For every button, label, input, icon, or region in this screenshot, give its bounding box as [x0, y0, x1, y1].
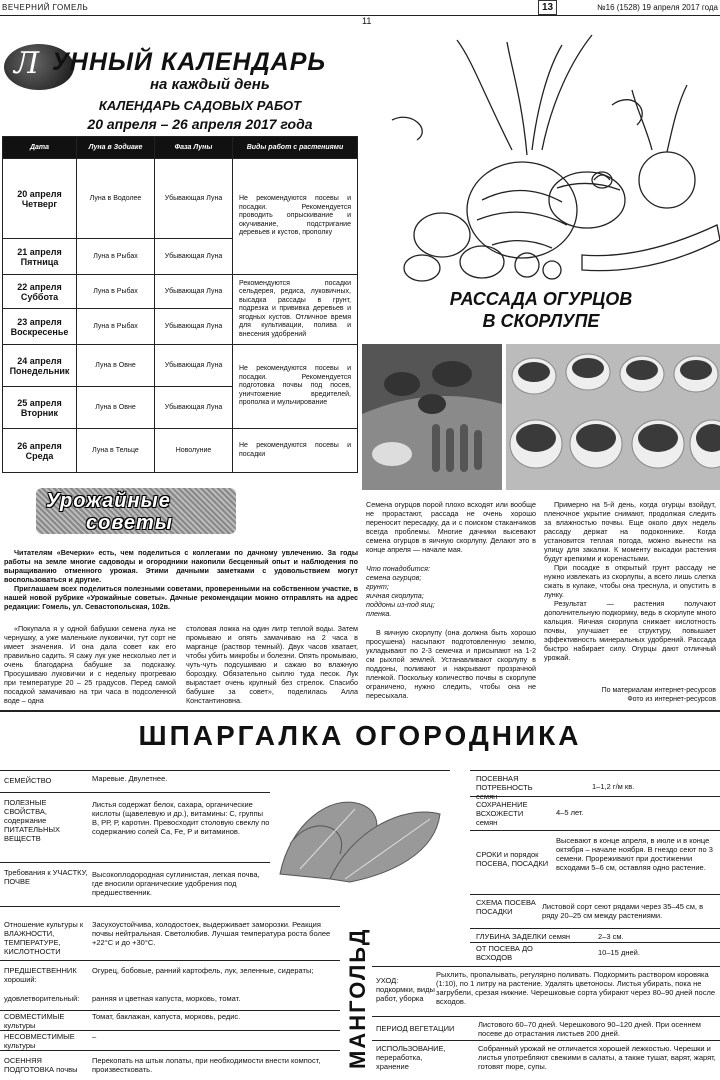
row-phase: Убывающая Луна — [155, 239, 233, 275]
cheat-value: Засухоустойчива, холодостоек, выдерживает заморозки. Реакция почвы нейтральная. Светолюбив. Лучшая температура роста более +22°С и до +30°С. — [92, 920, 331, 947]
calendar-subtitle: на каждый день — [150, 76, 270, 93]
needed-item: семена огурцов; — [366, 573, 422, 582]
needed-item: грунт; — [366, 582, 389, 591]
photo-source: Фото из интернет-ресурсов — [627, 696, 716, 703]
cheat-value: – — [92, 1032, 97, 1041]
cheat-value: Листья содержат белок, сахара, органические кислоты (щавелевую и др.), витамины: С, группы В, РР, Р, каротин. Превосходит столовую свеклу по содержанию солей Са, Fe, Р и витаминов. — [92, 800, 270, 836]
cheat-label: ИСПОЛЬЗОВАНИЕ, переработка, хранение — [376, 1044, 446, 1071]
col-works: Виды работ с растениями — [233, 137, 358, 159]
needed-heading: Что понадобится: — [366, 564, 430, 573]
cheat-label: ОСЕННЯЯ ПОДГОТОВКА почвы — [4, 1056, 78, 1074]
row-zodiac: Луна в Овне — [77, 345, 155, 387]
lunar-calendar-banner — [0, 40, 360, 96]
cucumber-col-2 — [544, 500, 716, 662]
source-text: По материалам интернет-ресурсов — [601, 687, 716, 694]
cheat-label: СХЕМА ПОСЕВА ПОСАДКИ — [476, 898, 536, 916]
needed-item: поддоны из-под яиц; — [366, 600, 435, 609]
row-day: Среда — [25, 450, 54, 461]
row-day: Вторник — [20, 407, 59, 418]
row-day: Суббота — [20, 291, 59, 302]
cheat-label: НЕСОВМЕСТИМЫЕ культуры — [4, 1032, 75, 1050]
cheat-value: Томат, баклажан, капуста, морковь, редис. — [92, 1012, 241, 1021]
cheat-label: УХОД: подкормки, виды работ, уборка — [376, 976, 435, 1003]
cucumber-intro: Семена огурцов порой плохо всходят или вообще не прорастают, рассада не очень хорошо переносит пересадку, да и с поиском стаканчиков всегда проблемы. Многие дачники высевают семена огурцов в яичную скорлупу. Делают это в конце апреля — начале мая. — [366, 500, 536, 554]
advice-text: столовая ложка на один литр теплой воды. Затем промываю и опять замачиваю на 2 часа в марганце (раствор темный). Двух часов хватает, чтобы убить микробы и болезни. Опять промываю, чуть-чуть подсушиваю и сажаю во влажную бороздку. Обязательно сыплю туда песок. Лук вырастает очень крупный без стрелок. Спасибо бабушке за совет», поделилась Алла Константиновна. — [186, 624, 358, 705]
row-works: Рекомендуются посадки сельдерея, редиса, луковичных, высадка рассады в грунт, подрезка и прививка деревьев и ягодных кустов. Отличное время для культивации, полива и внесения удобрений — [233, 275, 358, 345]
col-phase: Фаза Луны — [155, 137, 233, 159]
cheat-value: Листовой сорт сеют рядами через 35–45 см, в ряду 20–25 см между растениями. — [542, 902, 704, 920]
cheat-value: Собранный урожай не отличается хорошей лежкостью. Черешки и листья употребляют свежими в салаты, а также тушат, варят, жарят, готовят пюре, супы. — [478, 1044, 716, 1071]
lunar-calendar-table — [2, 136, 358, 473]
cheat-label: СРОКИ и порядок ПОСЕВА, ПОСАДКИ — [476, 850, 549, 868]
egg-shell-photo — [506, 344, 720, 490]
row-phase: Убывающая Луна — [155, 159, 233, 239]
cucumber-title-line2: В СКОРЛУПЕ — [482, 311, 600, 331]
row-day: Пятница — [20, 256, 59, 267]
advice-intro-text: Читателям «Вечерки» есть, чем поделиться с коллегами по дачному увлечению. За годы работы на земле многие садоводы и огородники накопили бесценный опыт и наблюдения по выращиванию отменного урожая. Этими дачными заметками с удовольствием могут воспользоваться и другие. — [4, 548, 358, 584]
sources — [560, 686, 716, 704]
cheat-label: ПРЕДШЕСТВЕННИК хороший: — [4, 966, 77, 984]
cheat-label: Требования к УЧАСТКУ, ПОЧВЕ — [4, 868, 88, 886]
needed-item: яичная скорлупа; — [366, 591, 424, 600]
row-date: 21 апреля — [17, 246, 62, 257]
vegetables-illustration — [362, 30, 720, 292]
row-phase: Убывающая Луна — [155, 345, 233, 387]
cheat-label: ОТ ПОСЕВА ДО ВСХОДОВ — [476, 944, 533, 962]
cheat-label: удовлетворительный: — [4, 994, 80, 1003]
row-date: 22 апреля — [17, 281, 62, 292]
calendar-dates: 20 апреля – 26 апреля 2017 года — [87, 116, 313, 132]
row-date: 24 апреля — [17, 355, 62, 366]
row-date: 23 апреля — [17, 316, 62, 327]
page-header — [0, 0, 720, 26]
advice-banner — [0, 486, 280, 538]
cheat-label: ГЛУБИНА ЗАДЕЛКИ семян — [476, 932, 571, 941]
cheat-label: ПЕРИОД ВЕГЕТАЦИИ — [376, 1024, 455, 1033]
cucumber-care: Примерно на 5-й день, когда огурцы взойдут, пленочное укрытие снимают, продолжая следить за влажностью почвы. Еще около двух недель рассаду держат на подоконнике. Когда установится теплая погода, можно вынести на улицу для закалки. К моменту высадки растения будут крепкими и коренастыми. — [544, 500, 716, 563]
row-zodiac: Луна в Рыбах — [77, 275, 155, 309]
row-day: Воскресенье — [10, 326, 69, 337]
paper-name: ВЕЧЕРНИЙ ГОМЕЛЬ — [2, 3, 89, 12]
row-date: 25 апреля — [17, 397, 62, 408]
advice-col-1 — [4, 624, 176, 705]
cheat-label: СОХРАНЕНИЕ ВСХОЖЕСТИ семян — [476, 800, 528, 827]
row-phase: Убывающая Луна — [155, 275, 233, 309]
cheat-label: Отношение культуры к ВЛАЖНОСТИ, ТЕМПЕРАТУРЕ, КИСЛОТНОСТИ — [4, 920, 84, 956]
cucumber-planting: При посадке в открытый грунт рассаду не нужно извлекать из скорлупы, а всего лишь слегка сжать в кулаке, чтобы она треснула, и опустить в лунку. — [544, 563, 716, 599]
cucumber-steps: В яичную скорлупу (она должна быть хорошо просушена) насыпают подготовленную землю, укладывают по 2-3 семечка и присыпают на 1-2 см рыхлой землей. Устанавливают скорлупу в поддоны, поливают и накрывают прозрачной пленкой. Поскольку количество почвы в скорлупе ограничено, нужно следить, чтобы она не пересыхала. — [366, 628, 536, 700]
cheat-value: 4–5 лет. — [556, 808, 584, 817]
advice-banner-line2: советы — [86, 512, 173, 534]
table-row — [3, 275, 358, 309]
row-zodiac: Луна в Водолее — [77, 159, 155, 239]
row-phase: Новолуние — [155, 429, 233, 473]
cucumber-result: Результат — растения получают дополнительную подкормку, ведь в скорлупе много кальция. Яичная скорлупа снижает кислотность почвы, улучшает ее структуру, повышает эффективность минеральных удобрений. Рассада быстро набирает силу. Огурцы дают отличный урожай. — [544, 599, 716, 662]
calendar-title: УННЫЙ КАЛЕНДАРЬ — [52, 48, 327, 76]
calendar-heading: КАЛЕНДАРЬ САДОВЫХ РАБОТ — [98, 98, 302, 113]
cucumber-title-line1: РАССАДА ОГУРЦОВ — [449, 289, 633, 309]
row-works: Не рекомендуются посевы и посадки. Рекомендуется проводить опрыскивание и окучивание, подстригание деревьев и кустов, прополку — [233, 159, 358, 275]
advice-col-2 — [186, 624, 358, 705]
advice-text: «Покупала я у одной бабушки семена лука не чернушку, а уже маленькие луковички, тут сорт не имеет значения. И она дала совет как его правильно садить. Я сажу лук уже несколько лет и очень благодарна бабушке за подсказку. Просушиваю луковички и с недельку прогреваю при температуре 20 – 25 градусов. Перед самой посадкой замачиваю на три часа в подсоленной воде – одна — [4, 624, 176, 705]
row-zodiac: Луна в Рыбах — [77, 309, 155, 345]
seedling-photo — [362, 344, 502, 490]
row-phase: Убывающая Луна — [155, 309, 233, 345]
row-phase: Убывающая Луна — [155, 387, 233, 429]
row-day: Понедельник — [9, 365, 70, 376]
cheat-label: ПОСЕВНАЯ ПОТРЕБНОСТЬ семян — [476, 774, 533, 801]
row-day: Четверг — [21, 198, 58, 209]
cheat-label: ПОЛЕЗНЫЕ СВОЙСТВА, содержание ПИТАТЕЛЬНЫХ ВЕЩЕСТВ — [4, 798, 61, 843]
cheat-right — [0, 770, 720, 1080]
advice-banner-line1: Урожайные — [46, 490, 171, 512]
cheat-value: Листового 60–70 дней. Черешкового 90–120 дней. При осеннем посеве до отрастания листьев 200 дней. — [478, 1020, 701, 1038]
cheat-value: Огурец, бобовые, ранний картофель, лук, зеленные, сидераты; — [92, 966, 314, 975]
page-number-left: 11 — [362, 16, 372, 26]
cheat-value: ранняя и цветная капуста, морковь, томат. — [92, 994, 241, 1003]
table-row — [3, 429, 358, 473]
table-row — [3, 159, 358, 239]
col-zodiac: Луна в Зодиаке — [77, 137, 155, 159]
divider — [0, 710, 720, 712]
title-initial: Л — [14, 46, 40, 81]
col-date: Дата — [3, 137, 77, 159]
row-works: Не рекомендуются посевы и посадки. Рекомендуется подготовка почвы под посев, уничтожение вредителей, прополка и мульчирование — [233, 345, 358, 429]
advice-invite-text: Приглашаем всех поделиться полезными советами, проверенными на собственном участке, в нашей новой рубрике «Урожайные советы». Дачные рекомендации можно отправлять на адрес редакции: Гомель, ул. Севастопольская, 102в. — [4, 584, 358, 611]
row-date: 26 апреля — [17, 440, 62, 451]
row-zodiac: Луна в Овне — [77, 387, 155, 429]
row-zodiac: Луна в Тельце — [77, 429, 155, 473]
cheat-value: Перекопать на штык лопаты, при необходимости внести компост, произвестковать. — [92, 1056, 321, 1074]
page-number: 13 — [538, 0, 557, 15]
cheat-value: Маревые. Двулетнее. — [92, 774, 168, 783]
cucumber-title — [362, 288, 720, 332]
row-works: Не рекомендуются посевы и посадки — [233, 429, 358, 473]
cucumber-col-1 — [366, 500, 536, 700]
cheat-value: 2–3 см. — [598, 932, 624, 941]
cheat-value: Высокоплодородная суглинистая, легкая почва, где вносили органические удобрения под предшественник. — [92, 870, 260, 897]
advice-intro — [4, 548, 358, 611]
cheat-label: СОВМЕСТИМЫЕ культуры — [4, 1012, 65, 1030]
row-zodiac: Луна в Рыбах — [77, 239, 155, 275]
cheat-value: 1–1,2 г/м кв. — [592, 782, 635, 791]
cheat-value: Высевают в конце апреля, в июле и в конце октября – начале ноября. В гнездо сеют по 3 семени. Прореживают при достижении всходами 5–6 см, оставляя одно растение. — [556, 836, 713, 872]
plant-name: МАНГОЛЬД — [345, 927, 370, 1069]
cheat-label: СЕМЕЙСТВО — [4, 776, 52, 785]
cheat-value: 10–15 дней. — [598, 948, 640, 957]
needed-item: пленка. — [366, 609, 392, 618]
table-row — [3, 345, 358, 387]
row-date: 20 апреля — [17, 188, 62, 199]
cheat-title: ШПАРГАЛКА ОГОРОДНИКА — [138, 720, 582, 751]
cheat-value: Рыхлить, пропалывать, регулярно поливать. Подкормить раствором коровяка (1:10), по 1 литру на растение. Удалять цветоносы. Листья убирать, пока не загрубели, срезая нижние. Черешковые сорта убирают через 80–90 дней после всходов. — [436, 970, 715, 1006]
issue-info: №16 (1528) 19 апреля 2017 года — [597, 3, 718, 12]
